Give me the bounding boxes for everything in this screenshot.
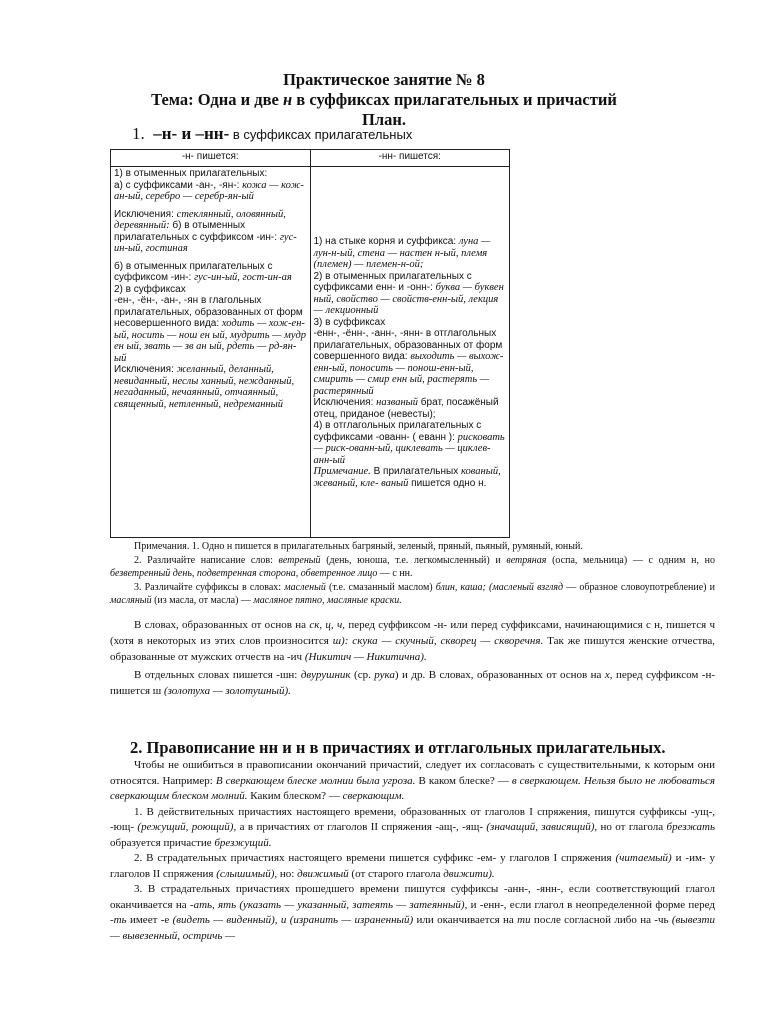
r3-a: 3. В страдательных причастиях прошедшего времени пишутся суффиксы -анн-, -янн-, если соответствующий глагол оканчивается на - — [110, 883, 715, 911]
col1-header: -н- пишется: — [111, 150, 311, 167]
intro-b: В сверкающем блеске молнии была угроза. — [215, 774, 416, 787]
intro-f: сверкающим. — [342, 790, 405, 802]
r1-h: брезжущий. — [214, 836, 272, 849]
col2-block-4-examples: названый — [376, 397, 419, 408]
col2-block-2-examples: буква — буквен ный, свойство — свойств-енн-ый, лекция — лекционный — [313, 282, 504, 316]
r1-c: а в причастиях от глаголов II спряжения -ащ-, -ящ- — [236, 821, 487, 833]
col1-block-5-examples: желанный, деланный, невиданный, неслы ханный, нежданный, негаданный, нечаянный, отчаянный, священный, нетленный, недреманный — [114, 364, 295, 410]
col2-block-2-text: 2) в отыменных прилагательных с суффиксами енн- и -онн-: — [313, 270, 472, 293]
rule-3 — [110, 882, 715, 944]
r3-j: (вывезти — вывезенный, остричь — — [110, 914, 715, 942]
col1-block-2-text: Исключения: — [114, 208, 177, 220]
col2-block-4 — [314, 397, 507, 420]
topic-suffix: в суффиксах прилагательных и причастий — [292, 90, 617, 109]
col2-block-6 — [314, 466, 507, 489]
r3-b: ать, ять (указать — указанный, затеять — затеянный), — [193, 898, 468, 911]
r2-b: (читаемый) — [615, 852, 672, 864]
col2-block-3-text: 3) в суффиксах -енн-, -ённ-, -анн-, -янн- в отглагольных прилагательных, образованных от форм совершенного вида: — [313, 316, 503, 362]
intro-e: Каким блеском? — — [247, 790, 343, 802]
col1-block-1-examples: кожа — кож-ан-ый, серебро — серебр-ян-ый — [114, 179, 304, 202]
r2-h: движити). — [443, 867, 495, 880]
col1-block-3-examples: гус-ин-ый, гост-ин-ая — [194, 272, 292, 283]
p1-f: (Никитич — Никитична). — [304, 651, 427, 663]
col2-block-6-text2: пишется одно н. — [408, 477, 487, 489]
paragraphs-block — [110, 617, 715, 699]
topic-prefix: Тема: Одна и две — [151, 90, 283, 109]
note-3-h: масляное пятно, масляные краски. — [253, 595, 402, 606]
r2-d: (слышимый), — [216, 867, 278, 880]
paragraph-1 — [110, 617, 715, 665]
col1-block-1-text: 1) в отыменных прилагательных: а) с суффиксами -ан-, -ян-: — [114, 168, 268, 191]
r1-f: брезжать — [666, 821, 715, 833]
note-2-e: (оспа, мельница) — с одним н, но — [546, 554, 715, 566]
col2-block-3-examples: выходить — выхож-енн-ый, поносить — понош-енн-ый, смирить — смир енн ый, растерять — растерянный — [313, 351, 504, 397]
r1-e: но от глагола — [597, 821, 667, 833]
r1-g: образуется причастие — [110, 836, 215, 849]
col2-block-5-examples: рисковать — риск-ованн-ый, циклевать — циклев-анн-ый — [313, 431, 505, 466]
note-2-f: безветренный день, подветренная сторона, обветренное лицо — [110, 568, 378, 579]
r3-d: ть — [113, 914, 127, 926]
col1-block-1 — [114, 168, 307, 203]
p1-b: ск, ц, ч, — [309, 619, 345, 631]
p2-g: перед суффиксом -н- пишется ш — [110, 669, 716, 697]
section1-number: 1. — [132, 124, 145, 143]
p2-f: х, — [604, 669, 613, 681]
col2-block-2 — [314, 271, 507, 317]
rule-1 — [110, 805, 715, 852]
section2-body — [110, 758, 715, 944]
p1-e: Так же пишутся женские отчества, образованные от мужских отчеств на -ич — [110, 635, 716, 663]
intro-c: В каком блеске? — — [415, 774, 512, 787]
r2-c: и -им- у глаголов II спряжения — [110, 852, 716, 880]
note-3-a: 3. Различайте суффиксы в словах: — [134, 581, 285, 593]
r1-a: 1. В действительных причастиях настоящего времени, образованных от глаголов I спряжения, пишутся суффиксы -ущ-, -ющ- — [110, 805, 715, 833]
col2-block-6-label: Примечание. — [313, 466, 371, 477]
note-1: Примечания. 1. Одно н пишется в прилагательных багряный, зеленый, пряный, пьяный, румяный, юный. — [134, 541, 583, 552]
col1-cell — [111, 167, 311, 538]
col1-block-2 — [114, 209, 307, 255]
col2-block-3 — [314, 317, 507, 398]
notes-block — [110, 540, 715, 608]
col1-block-2-text2: б) в отыменных прилагательных с суффиксом -ин-: — [114, 220, 280, 243]
section2-intro — [110, 758, 715, 805]
p2-c: (ср. — [350, 669, 375, 681]
topic-n: н — [283, 90, 293, 109]
col2-block-6-text: В прилагательных — [370, 466, 461, 477]
p2-h: (золотуха — золотушный). — [163, 685, 291, 697]
rules-table — [110, 149, 510, 538]
note-2-c: (день, юноша, т.е. легкомысленный) и — [320, 554, 507, 566]
r2-f: движимый — [297, 867, 349, 880]
note-3-b: масленый — [284, 581, 326, 593]
section2-number: 2. — [130, 738, 143, 757]
col2-block-4-text: Исключения: — [313, 397, 377, 408]
intro-d: в сверкающем. Нельзя было не любоваться сверкающим блеском молний. — [110, 774, 715, 802]
section1-heading — [132, 124, 412, 144]
r3-f: (видеть — виденный), и (изранить — израненный) — [172, 914, 414, 926]
section1-heading-rest: в суффиксах прилагательных — [229, 127, 413, 142]
note-2-d: ветряная — [506, 554, 547, 566]
note-3-f: масляный — [110, 595, 152, 606]
note-2-g: — с нн. — [377, 568, 413, 579]
col2-block-5 — [314, 420, 507, 466]
p2-a: В отдельных словах пишется -шн: — [134, 669, 301, 681]
p1-d: ш): скука — скучный, скворец — скворечня. — [332, 635, 544, 647]
col2-block-1 — [314, 236, 507, 271]
section2-heading — [130, 738, 665, 758]
col1-block-3 — [114, 261, 307, 284]
col2-cell — [310, 167, 510, 538]
p2-e: ) и др. В словах, образованных от основ на — [394, 669, 605, 681]
r3-e: имеет -е — [126, 914, 173, 926]
r1-b: (режущий, роющий), — [137, 821, 237, 833]
note-2 — [110, 554, 715, 581]
note-2-b: ветреный — [278, 554, 321, 566]
col1-block-5 — [114, 364, 307, 410]
section1-heading-bold: –н- и –нн- — [153, 124, 230, 143]
plan-heading: План. — [362, 110, 406, 129]
r2-e: но: — [277, 867, 298, 880]
p2-d: рука — [374, 669, 395, 681]
lesson-topic — [0, 90, 768, 110]
section2-heading-text: Правописание нн и н в причастиях и отглагольных прилагательных. — [142, 738, 666, 757]
col2-block-1-text: 1) на стыке корня и суффикса: — [313, 236, 459, 247]
note-3-d: блин, каша; (масленый взгляд — [435, 581, 564, 593]
note-2-a: 2. Различайте написание слов: — [134, 554, 279, 566]
note-3-g: (из масла, от масла) — — [151, 595, 254, 606]
col1-block-4 — [114, 284, 307, 365]
col1-block-3-text: б) в отыменных прилагательных с суффиксом -ин-: — [114, 260, 273, 283]
note-3-e: — образное словоупотребление) и — [563, 581, 716, 593]
r3-c: и -енн-, если глагол в неопределенной форме перед - — [110, 898, 716, 926]
note-3-c: (т.е. смазанный маслом) — [325, 581, 436, 593]
rule-2 — [110, 851, 715, 882]
col2-block-6-examples: кованый, жеваный, кле- ваный — [313, 466, 501, 489]
r1-d: (значащий, зависящий), — [486, 821, 598, 833]
r2-a: 2. В страдательных причастиях настоящего времени пишется суффикс -ем- у глаголов I спряжения — [134, 852, 616, 864]
lesson-title: Практическое занятие № 8 — [283, 70, 485, 89]
r3-g: или оканчивается на — [413, 914, 518, 926]
col2-block-1-examples: луна — лун-н-ый, стена — настен н-ый, племя (племен) — племен-н-ой; — [313, 236, 491, 270]
r3-h: ти — [517, 914, 531, 926]
r3-i: после согласной либо на -чь — [530, 914, 672, 926]
col1-block-4-text: 2) в суффиксах -ен-, -ён-, -ан-, -ян в глагольных прилагательных, образованных от форм несовершенного вида: — [114, 283, 303, 329]
note-3 — [110, 581, 715, 608]
col1-block-5-text: Исключения: — [114, 364, 177, 375]
col2-block-5-text: 4) в отглагольных прилагательных с суффиксами -ованн- ( еванн ): — [313, 420, 482, 443]
col2-header: -нн- пишется: — [310, 150, 510, 167]
r2-g: (от старого глагола — [348, 867, 444, 880]
col1-block-2-examples2: гус-ин-ый, гостиная — [114, 231, 297, 254]
col1-block-4-examples: ходить — хож-ен-ый, носить — нош ен ый, мудрить — мудр ен ый, звать — зв ан ый, рдеть — рд-ян-ый — [114, 318, 307, 364]
intro-a: Чтобы не ошибиться в правописании окончаний причастий, следует их согласовать с существительными, к которым они относятся. Например: — [110, 759, 715, 787]
col1-block-2-examples: стеклянный, оловянный, деревянный: — [114, 208, 286, 231]
p1-a: В словах, образованных от основ на — [134, 619, 310, 631]
paragraph-2 — [110, 667, 715, 699]
p2-b: двурушник — [300, 669, 351, 681]
p1-c: перед суффиксом -н- или перед суффиксами, начинающимися с н, пишется ч (хотя в некоторых из этих слов произносится — [110, 619, 715, 647]
col2-block-4-text2: брат, посажёный отец, приданое (невесты); — [313, 397, 499, 420]
